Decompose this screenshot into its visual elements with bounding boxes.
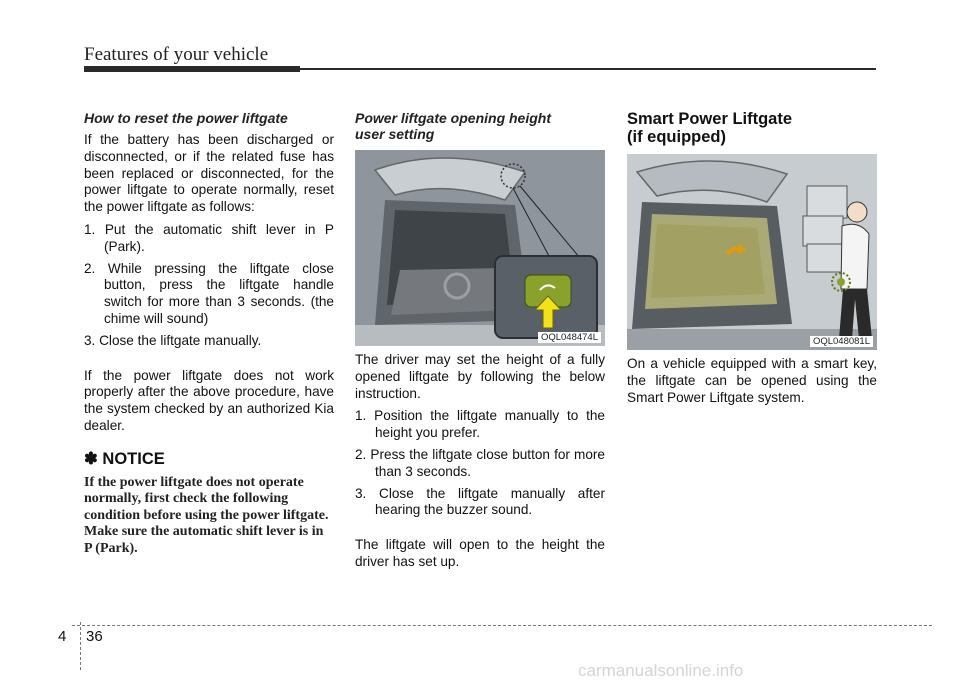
- smart-liftgate-figure: [627, 154, 877, 350]
- footer-divider: [80, 622, 81, 670]
- reset-step-1: 1. Put the automatic shift lever in P (Park).: [84, 221, 334, 254]
- reset-step-3: 3. Close the liftgate manually.: [84, 332, 262, 348]
- reset-closing: If the power liftgate does not work properly after the above procedure, have the system checked by an authorized Kia dealer.: [84, 367, 334, 433]
- column-smart-liftgate: [627, 110, 877, 412]
- height-step-3: 3. Close the liftgate manually after hearing the buzzer sound.: [355, 485, 605, 518]
- header-bar: [84, 66, 300, 72]
- height-steps: [355, 408, 605, 519]
- heading-line-1: Power liftgate opening height: [355, 110, 551, 126]
- chapter-number: 4: [58, 628, 67, 645]
- page-number: 36: [86, 628, 103, 645]
- heading-line-2: (if equipped): [627, 128, 726, 146]
- reset-step-2: 2. While pressing the liftgate close button, press the liftgate handle switch for more than 3 seconds. (the chime will sound): [84, 260, 334, 326]
- heading-line-2: user setting: [355, 126, 435, 142]
- watermark-text: carmanualsonline.info: [578, 661, 744, 680]
- height-closing: The liftgate will open to the height the driver has set up.: [355, 537, 605, 569]
- footer-rule: [72, 625, 932, 626]
- open-liftgate-illustration: [355, 150, 605, 346]
- smart-liftgate-illustration: [627, 154, 877, 350]
- height-intro: The driver may set the height of a fully opened liftgate by following the below instruction.: [355, 352, 605, 401]
- figure-caption: OQL048081L: [810, 336, 873, 347]
- page-header-title: Features of your vehicle: [84, 44, 269, 65]
- reset-intro: If the battery has been discharged or disconnected, or if the related fuse has been replaced or disconnected, for the power liftgate to operate normally, reset the power liftgate as follows:: [84, 132, 334, 215]
- figure-caption: OQL048474L: [538, 332, 601, 343]
- smart-body: On a vehicle equipped with a smart key, the liftgate can be opened using the Smart Power Liftgate system.: [627, 356, 877, 405]
- notice-text-1: If the power liftgate does not operate normally, first check the following condition before using the power liftgate.: [84, 474, 329, 523]
- height-step-1: 1. Position the liftgate manually to the height you prefer.: [355, 408, 605, 441]
- section-heading-smart: [627, 110, 877, 146]
- height-step-2: 2. Press the liftgate close button for more than 3 seconds.: [355, 446, 605, 479]
- section-heading-reset: How to reset the power liftgate: [84, 110, 288, 126]
- column-height-setting: [355, 110, 605, 577]
- reset-steps: [84, 222, 334, 350]
- notice-text-2: Make sure the automatic shift lever is in P (Park).: [84, 524, 324, 556]
- heading-line-1: Smart Power Liftgate: [627, 110, 793, 128]
- liftgate-height-figure: [355, 150, 605, 346]
- notice-title: ✽ NOTICE: [84, 449, 165, 468]
- column-reset: [84, 110, 334, 557]
- section-heading-height: [355, 110, 605, 142]
